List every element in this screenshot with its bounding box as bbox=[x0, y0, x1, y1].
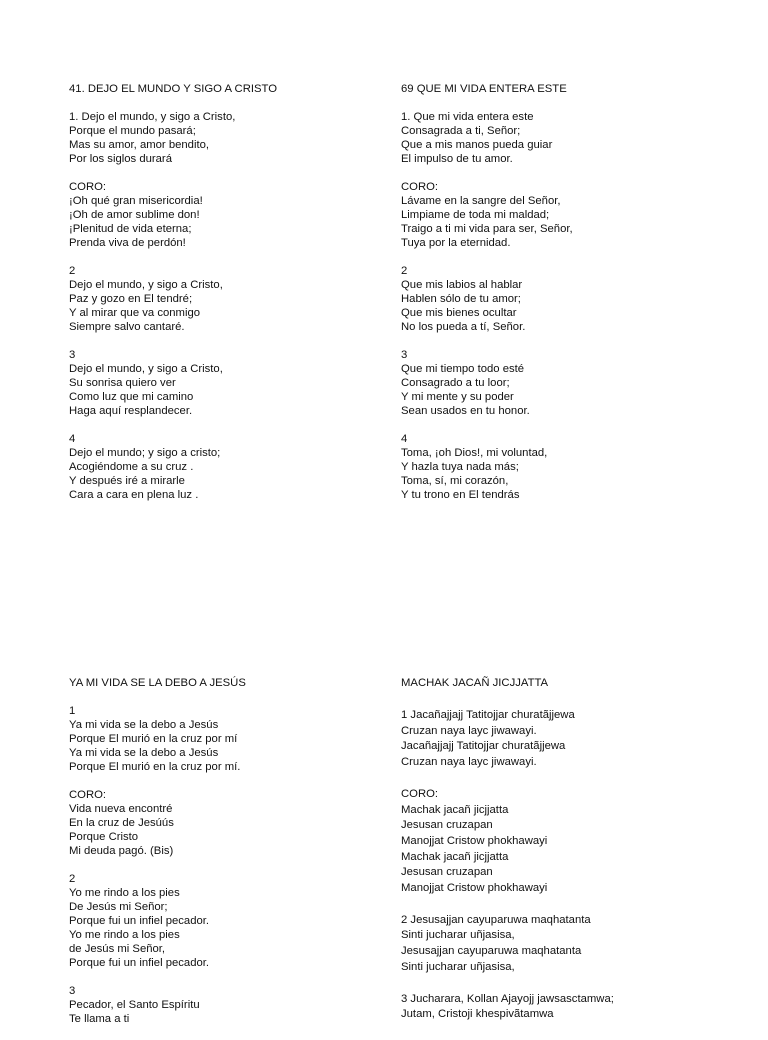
lyric-line: Por los siglos durará bbox=[69, 153, 172, 165]
lyric-line: De Jesús mi Señor; bbox=[69, 901, 168, 913]
lyric-line: No los pueda a tí, Señor. bbox=[401, 321, 526, 333]
lyric-line: 1. Que mi vida entera este bbox=[401, 111, 534, 123]
lyric-line: 1 bbox=[69, 705, 76, 717]
lyric-line: Cruzan naya layc jiwawayi. bbox=[401, 724, 537, 737]
lyric-line: Porque el mundo pasará; bbox=[69, 125, 196, 137]
lyric-line: Hablen sólo de tu amor; bbox=[401, 293, 521, 305]
lyric-line: Porque fui un infiel pecador. bbox=[69, 957, 210, 969]
stanza-block bbox=[401, 110, 721, 166]
chorus-block bbox=[69, 788, 389, 858]
lyric-line: Dejo el mundo, y sigo a Cristo, bbox=[69, 363, 223, 375]
lyric-line: Como luz que mi camino bbox=[69, 391, 194, 403]
chorus-block bbox=[69, 180, 389, 250]
lyric-line: ¡Plenitud de vida eterna; bbox=[69, 223, 192, 235]
lyric-line: Pecador, el Santo Espíritu bbox=[69, 999, 200, 1011]
lyric-line: Machak jacañ jicjjatta bbox=[401, 803, 509, 816]
lyric-line: 3 Jucharara, Kollan Ajayojj jawsasctamwa; bbox=[401, 992, 614, 1005]
lyric-line: Ya mi vida se la debo a Jesús bbox=[69, 719, 219, 731]
lyric-line: 1. Dejo el mundo, y sigo a Cristo, bbox=[69, 111, 236, 123]
lyric-line: Cruzan naya layc jiwawayi. bbox=[401, 756, 537, 769]
lyric-line: Mas su amor, amor bendito, bbox=[69, 139, 210, 151]
lyric-line: Ya mi vida se la debo a Jesús bbox=[69, 747, 219, 759]
stanza-block bbox=[69, 264, 389, 334]
lyric-line: Machak jacañ jicjjatta bbox=[401, 850, 509, 863]
lyric-line: Sinti jucharar uñjasisa, bbox=[401, 929, 515, 942]
lyric-line: Traigo a ti mi vida para ser, Señor, bbox=[401, 223, 573, 235]
song-title: YA MI VIDA SE LA DEBO A JESÚS bbox=[69, 677, 246, 689]
lyric-line: Yo me rindo a los pies bbox=[69, 929, 180, 941]
lyric-line: Cara a cara en plena luz . bbox=[69, 489, 199, 501]
lyric-line: Tuya por la eternidad. bbox=[401, 237, 511, 249]
lyric-line: Jesusan cruzapan bbox=[401, 866, 493, 879]
song-column-3 bbox=[69, 676, 389, 1040]
stanza-block bbox=[401, 348, 721, 418]
lyric-line: Que mis bienes ocultar bbox=[401, 307, 517, 319]
lyric-line: Y tu trono en El tendrás bbox=[401, 489, 520, 501]
lyric-line: Que a mis manos pueda guiar bbox=[401, 139, 553, 151]
lyric-line: Jesusajjan cayuparuwa maqhatanta bbox=[401, 945, 582, 958]
song-column-4 bbox=[401, 676, 721, 1039]
lyric-line: CORO: bbox=[69, 789, 107, 801]
lyric-line: Limpiame de toda mi maldad; bbox=[401, 209, 550, 221]
lyric-line: Prenda viva de perdón! bbox=[69, 237, 186, 249]
lyric-line: Paz y gozo en El tendré; bbox=[69, 293, 193, 305]
lyric-line: Porque Cristo bbox=[69, 831, 139, 843]
lyric-line: Mi deuda pagó. (Bis) bbox=[69, 845, 174, 857]
song-column-2 bbox=[401, 82, 721, 516]
lyric-line: El impulso de tu amor. bbox=[401, 153, 513, 165]
stanza-block bbox=[69, 984, 389, 1026]
lyric-line: Jutam, Cristoji khespivãtamwa bbox=[401, 1008, 554, 1021]
lyric-line: Dejo el mundo; y sigo a cristo; bbox=[69, 447, 221, 459]
lyric-line: En la cruz de Jesúús bbox=[69, 817, 174, 829]
lyric-line: Porque El murió en la cruz por mí bbox=[69, 733, 238, 745]
lyric-line: 2 bbox=[69, 265, 76, 277]
lyric-line: Manojjat Cristow phokhawayi bbox=[401, 882, 548, 895]
lyric-line: 3 bbox=[69, 985, 76, 997]
lyric-line: Te llama a ti bbox=[69, 1013, 130, 1025]
stanza-block bbox=[69, 110, 389, 166]
lyric-line: Yo me rindo a los pies bbox=[69, 887, 180, 899]
stanza-block bbox=[69, 348, 389, 418]
lyric-line: Su sonrisa quiero ver bbox=[69, 377, 176, 389]
lyric-line: Y al mirar que va conmigo bbox=[69, 307, 201, 319]
lyric-line: Lávame en la sangre del Señor, bbox=[401, 195, 561, 207]
stanza-block bbox=[401, 432, 721, 502]
lyric-line: Porque El murió en la cruz por mí. bbox=[69, 761, 241, 773]
stanza-block bbox=[69, 872, 389, 970]
lyric-line: Siempre salvo cantaré. bbox=[69, 321, 185, 333]
stanza-block bbox=[401, 992, 721, 1023]
lyric-line: Que mis labios al hablar bbox=[401, 279, 523, 291]
lyric-line: Y mi mente y su poder bbox=[401, 391, 514, 403]
lyric-line: Vida nueva encontré bbox=[69, 803, 173, 815]
lyric-line: Sean usados en tu honor. bbox=[401, 405, 530, 417]
lyric-line: Manojjat Cristow phokhawayi bbox=[401, 834, 548, 847]
lyric-line: Sinti jucharar uñjasisa, bbox=[401, 960, 515, 973]
lyric-line: Acogiéndome a su cruz . bbox=[69, 461, 194, 473]
lyric-line: CORO: bbox=[401, 787, 439, 800]
lyric-line: ¡Oh qué gran misericordia! bbox=[69, 195, 203, 207]
stanza-block bbox=[401, 264, 721, 334]
lyric-line: CORO: bbox=[69, 181, 107, 193]
lyric-line: 3 bbox=[69, 349, 76, 361]
song-title: MACHAK JACAÑ JICJJATTA bbox=[401, 677, 549, 689]
lyric-line: Y hazla tuya nada más; bbox=[401, 461, 519, 473]
lyric-line: 2 bbox=[401, 265, 408, 277]
lyric-line: Jacañajjajj Tatitojjar churatãjjewa bbox=[401, 740, 566, 753]
lyric-line: CORO: bbox=[401, 181, 439, 193]
lyric-line: Que mi tiempo todo esté bbox=[401, 363, 525, 375]
song-title: 41. DEJO EL MUNDO Y SIGO A CRISTO bbox=[69, 83, 278, 95]
lyric-line: Toma, ¡oh Dios!, mi voluntad, bbox=[401, 447, 548, 459]
lyric-line: ¡Oh de amor sublime don! bbox=[69, 209, 200, 221]
stanza-block bbox=[69, 704, 389, 774]
lyric-line: Toma, sí, mi corazón, bbox=[401, 475, 509, 487]
lyric-line: Consagrado a tu loor; bbox=[401, 377, 510, 389]
chorus-block bbox=[401, 787, 721, 897]
lyric-line: Jesusan cruzapan bbox=[401, 819, 493, 832]
lyric-line: 1 Jacañajjajj Tatitojjar churatãjjewa bbox=[401, 709, 575, 721]
lyric-line: de Jesús mi Señor, bbox=[69, 943, 166, 955]
stanza-block bbox=[69, 432, 389, 502]
lyric-line: Consagrada a ti, Señor; bbox=[401, 125, 521, 137]
lyric-line: Haga aquí resplandecer. bbox=[69, 405, 193, 417]
lyric-line: 2 Jesusajjan cayuparuwa maqhatanta bbox=[401, 913, 591, 926]
stanza-block bbox=[401, 708, 721, 771]
chorus-block bbox=[401, 180, 721, 250]
lyric-line: Dejo el mundo, y sigo a Cristo, bbox=[69, 279, 223, 291]
lyric-line: 4 bbox=[69, 433, 76, 445]
lyric-line: Porque fui un infiel pecador. bbox=[69, 915, 210, 927]
lyric-line: Y después iré a mirarle bbox=[69, 475, 185, 487]
lyric-line: 4 bbox=[401, 433, 408, 445]
lyric-line: 2 bbox=[69, 873, 76, 885]
stanza-block bbox=[401, 913, 721, 976]
lyric-line: 3 bbox=[401, 349, 408, 361]
song-column-1 bbox=[69, 82, 389, 516]
song-title: 69 QUE MI VIDA ENTERA ESTE bbox=[401, 83, 567, 95]
